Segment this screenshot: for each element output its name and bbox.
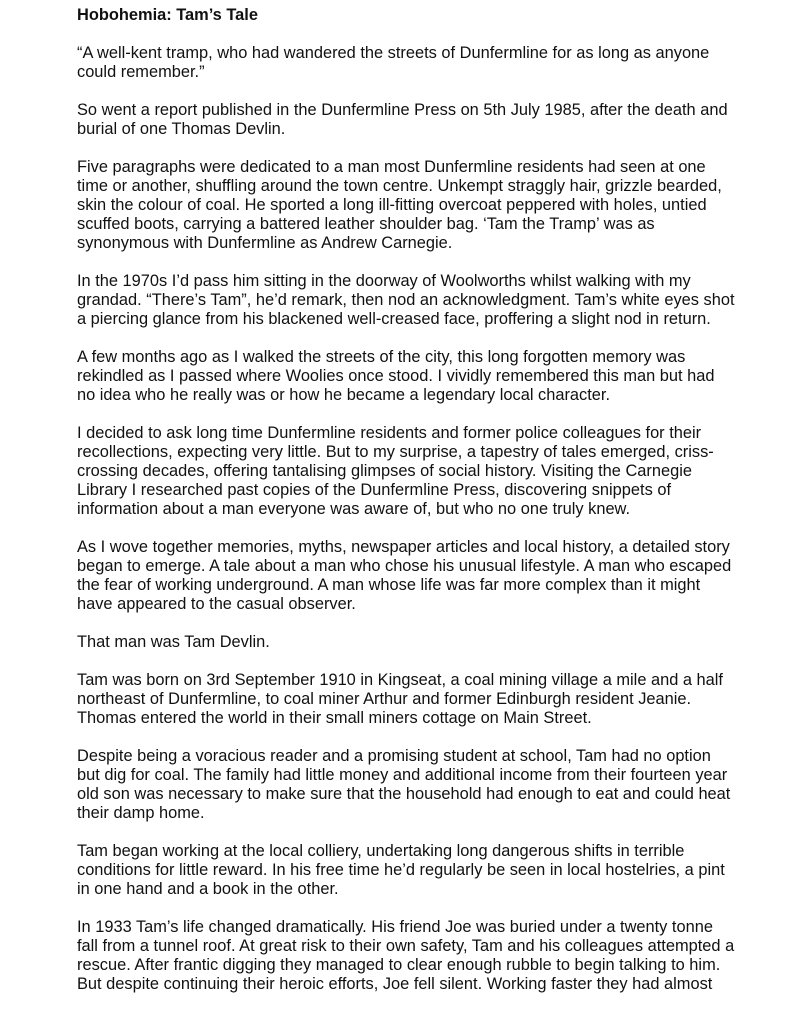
text-line: As I wove together memories, myths, newspaper articles and local history, a detailed story: [77, 538, 730, 556]
text-line: but dig for coal. The family had little money and additional income from their fourteen year: [77, 766, 728, 784]
text-line: no idea who he really was or how he became a legendary local character.: [77, 386, 611, 404]
text-line: the fear of working underground. A man whose life was far more complex than it might: [77, 576, 701, 594]
document-body: [77, 44, 737, 994]
text-line: could remember.”: [77, 63, 205, 81]
text-line: crossing decades, offering tantalising glimpses of social history. Visiting the Carnegie: [77, 462, 692, 480]
text-line: their damp home.: [77, 804, 205, 822]
text-line: a piercing glance from his blackened well-creased face, proffering a slight nod in return.: [77, 310, 711, 328]
text-line: rescue. After frantic digging they managed to clear enough rubble to begin talking to him.: [77, 956, 721, 974]
text-line: A few months ago as I walked the streets of the city, this long forgotten memory was: [77, 348, 686, 366]
text-line: Library I researched past copies of the Dunfermline Press, discovering snippets of: [77, 481, 672, 499]
text-line: In 1933 Tam’s life changed dramatically. His friend Joe was buried under a twenty tonne: [77, 918, 713, 936]
paragraph: [77, 158, 737, 253]
text-line: began to emerge. A tale about a man who chose his unusual lifestyle. A man who escaped: [77, 557, 732, 575]
paragraph: [77, 538, 737, 614]
text-line: “A well-kent tramp, who had wandered the streets of Dunfermline for as long as anyone: [77, 44, 710, 62]
paragraph: [77, 272, 737, 329]
text-line: fall from a tunnel roof. At great risk to their own safety, Tam and his colleagues attempted a: [77, 937, 735, 955]
paragraph: [77, 348, 737, 405]
text-line: synonymous with Dunfermline as Andrew Carnegie.: [77, 234, 453, 252]
text-line: Tam began working at the local colliery, undertaking long dangerous shifts in terrible: [77, 842, 685, 860]
paragraph: [77, 101, 737, 139]
document-title: Hobohemia: Tam’s Tale: [77, 6, 258, 24]
paragraph: [77, 918, 737, 994]
text-line: have appeared to the casual observer.: [77, 595, 356, 613]
text-line: I decided to ask long time Dunfermline residents and former police colleagues for their: [77, 424, 702, 442]
text-line: skin the colour of coal. He sported a long ill-fitting overcoat peppered with holes, untied: [77, 196, 707, 214]
paragraph: [77, 671, 737, 728]
text-line: conditions for little reward. In his free time he’d regularly be seen in local hostelries, a pint: [77, 861, 725, 879]
paragraph: [77, 842, 737, 899]
text-line: Thomas entered the world in their small miners cottage on Main Street.: [77, 709, 592, 727]
text-line: In the 1970s I’d pass him sitting in the doorway of Woolworths whilst walking with my: [77, 272, 691, 290]
text-line: northeast of Dunfermline, to coal miner Arthur and former Edinburgh resident Jeanie.: [77, 690, 692, 708]
text-line: recollections, expecting very little. But to my surprise, a tapestry of tales emerged, criss-: [77, 443, 714, 461]
text-line: grandad. “There’s Tam”, he’d remark, then nod an acknowledgment. Tam’s white eyes shot: [77, 291, 735, 309]
text-line: old son was necessary to make sure that the household had enough to eat and could heat: [77, 785, 731, 803]
paragraph: [77, 424, 737, 519]
document-page: [77, 6, 737, 1013]
paragraph: [77, 633, 737, 652]
text-line: Five paragraphs were dedicated to a man most Dunfermline residents had seen at one: [77, 158, 706, 176]
text-line: Despite being a voracious reader and a promising student at school, Tam had no option: [77, 747, 711, 765]
text-line: time or another, shuffling around the town centre. Unkempt straggly hair, grizzle bearded,: [77, 177, 722, 195]
text-line: rekindled as I passed where Woolies once stood. I vividly remembered this man but had: [77, 367, 715, 385]
text-line: So went a report published in the Dunfermline Press on 5th July 1985, after the death and: [77, 101, 728, 119]
paragraph: [77, 44, 737, 82]
text-line: in one hand and a book in the other.: [77, 880, 339, 898]
text-line: information about a man everyone was aware of, but who no one truly knew.: [77, 500, 631, 518]
text-line: But despite continuing their heroic efforts, Joe fell silent. Working faster they had almost: [77, 975, 713, 993]
text-line: scuffed boots, carrying a battered leather shoulder bag. ‘Tam the Tramp’ was as: [77, 215, 655, 233]
paragraph: [77, 747, 737, 823]
text-line: burial of one Thomas Devlin.: [77, 120, 286, 138]
text-line: That man was Tam Devlin.: [77, 633, 270, 651]
text-line: Tam was born on 3rd September 1910 in Kingseat, a coal mining village a mile and a half: [77, 671, 723, 689]
